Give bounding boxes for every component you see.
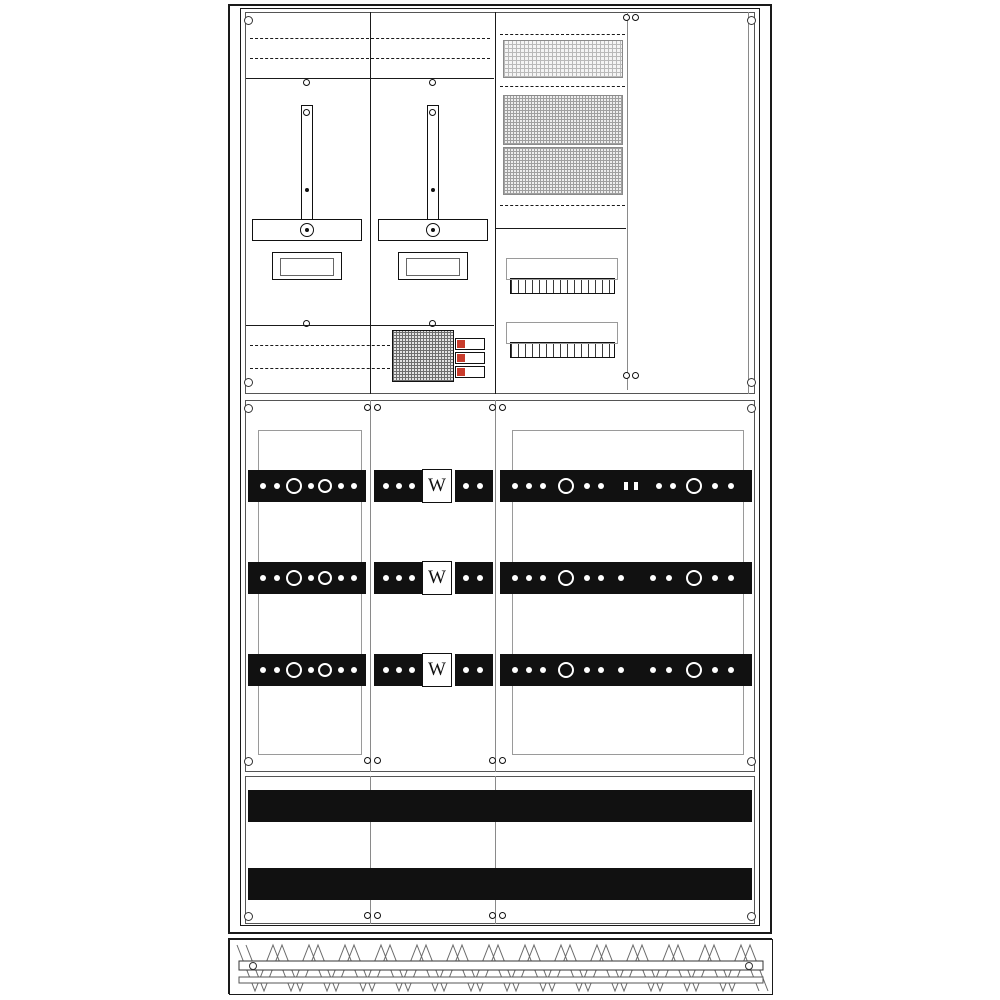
- meter-divider-1: [370, 12, 371, 394]
- right-field-vent-block-2: [503, 95, 623, 145]
- fuse-indicator-3: [457, 368, 465, 376]
- screw-bottom-center-a: [623, 372, 630, 379]
- meter-anchor-middle-top: [429, 79, 436, 86]
- sls-breaker-block: [392, 330, 454, 382]
- meter-terminal-inner-middle: [406, 258, 460, 276]
- meter-mount-middle-pin: [431, 188, 435, 192]
- dist-screw-e: [364, 757, 371, 764]
- rail-row-3-right: [500, 654, 752, 686]
- right-field-dash-2: [500, 86, 625, 87]
- cover-screw-left: [244, 912, 253, 921]
- meter-line-top: [246, 78, 494, 79]
- terminal-comb-1: [510, 278, 615, 294]
- meter-mount-middle-vertical: [427, 105, 439, 230]
- meter-anchor-left-top: [303, 79, 310, 86]
- rail-row-2-right: [500, 562, 752, 594]
- rail-row-2-left: [248, 562, 366, 594]
- rail-row-1-center-b: [455, 470, 493, 502]
- meter-dash-bottom-2: [250, 368, 390, 369]
- right-field-line-1: [496, 228, 626, 229]
- screw-top-center-b: [632, 14, 639, 21]
- marker-w-3-label: W: [428, 659, 446, 680]
- fuse-indicator-2: [457, 354, 465, 362]
- dist-screw-top-left: [244, 404, 253, 413]
- meter-section: [245, 12, 755, 394]
- terminal-comb-2: [510, 342, 615, 358]
- meter-mount-left-pin: [305, 188, 309, 192]
- cover-screw-d: [499, 912, 506, 919]
- plinth-louver-pattern: [229, 939, 771, 993]
- dist-screw-bottom-right: [747, 757, 756, 766]
- dist-screw-g: [489, 757, 496, 764]
- plinth-section: [228, 938, 772, 994]
- meter-mount-left-top-dot: [303, 109, 310, 116]
- cover-screw-b: [374, 912, 381, 919]
- right-field-dash-3: [500, 205, 625, 206]
- screw-bottom-center-b: [632, 372, 639, 379]
- rail-row-3-center-a: [374, 654, 422, 686]
- marker-w-1: [422, 469, 452, 503]
- rail-row-3-center-b: [455, 654, 493, 686]
- screw-mid-right: [747, 378, 756, 387]
- fuse-indicator-1: [457, 340, 465, 348]
- cover-screw-c: [489, 912, 496, 919]
- dist-screw-b: [374, 404, 381, 411]
- meter-terminal-inner-left: [280, 258, 334, 276]
- screw-top-center-a: [623, 14, 630, 21]
- meter-dash-bottom-1: [250, 345, 390, 346]
- meter-divider-2: [495, 12, 496, 394]
- terminal-block-1: [506, 258, 618, 280]
- dist-divider-1: [370, 400, 371, 772]
- right-field-dash-1: [500, 34, 625, 35]
- marker-w-2-label: W: [428, 567, 446, 588]
- cover-screw-right: [747, 912, 756, 921]
- dist-screw-a: [364, 404, 371, 411]
- rail-row-1-right: [500, 470, 752, 502]
- cover-screw-a: [364, 912, 371, 919]
- dist-screw-f: [374, 757, 381, 764]
- meter-divider-3: [627, 12, 628, 390]
- dist-divider-2: [495, 400, 496, 772]
- meter-dash-top-2: [250, 58, 490, 59]
- marker-w-1-label: W: [428, 475, 446, 496]
- screw-top-left: [244, 16, 253, 25]
- dist-screw-d: [499, 404, 506, 411]
- rail-row-1-left: [248, 470, 366, 502]
- blank-cover-lower: [248, 868, 752, 900]
- screw-top-right: [747, 16, 756, 25]
- rail-row-2-center-a: [374, 562, 422, 594]
- marker-w-2: [422, 561, 452, 595]
- meter-mount-left-vertical: [301, 105, 313, 230]
- rail-row-1-center-a: [374, 470, 422, 502]
- meter-line-bottom: [246, 325, 494, 326]
- dist-screw-h: [499, 757, 506, 764]
- rail-row-3-left: [248, 654, 366, 686]
- right-field-vent-block-1: [503, 40, 623, 78]
- meter-mount-middle-hub: [426, 223, 440, 237]
- blank-cover-upper: [248, 790, 752, 822]
- dist-screw-c: [489, 404, 496, 411]
- marker-w-3: [422, 653, 452, 687]
- rail-row-2-center-b: [455, 562, 493, 594]
- meter-mount-middle-top-dot: [429, 109, 436, 116]
- right-field-vent-block-3: [503, 147, 623, 195]
- dist-screw-top-right: [747, 404, 756, 413]
- meter-mount-left-hub: [300, 223, 314, 237]
- meter-right-edge: [748, 12, 749, 394]
- screw-mid-left: [244, 378, 253, 387]
- dist-screw-bottom-left: [244, 757, 253, 766]
- plinth-zigzag-svg: [229, 939, 773, 995]
- terminal-block-2: [506, 322, 618, 344]
- meter-dash-top-1: [250, 38, 490, 39]
